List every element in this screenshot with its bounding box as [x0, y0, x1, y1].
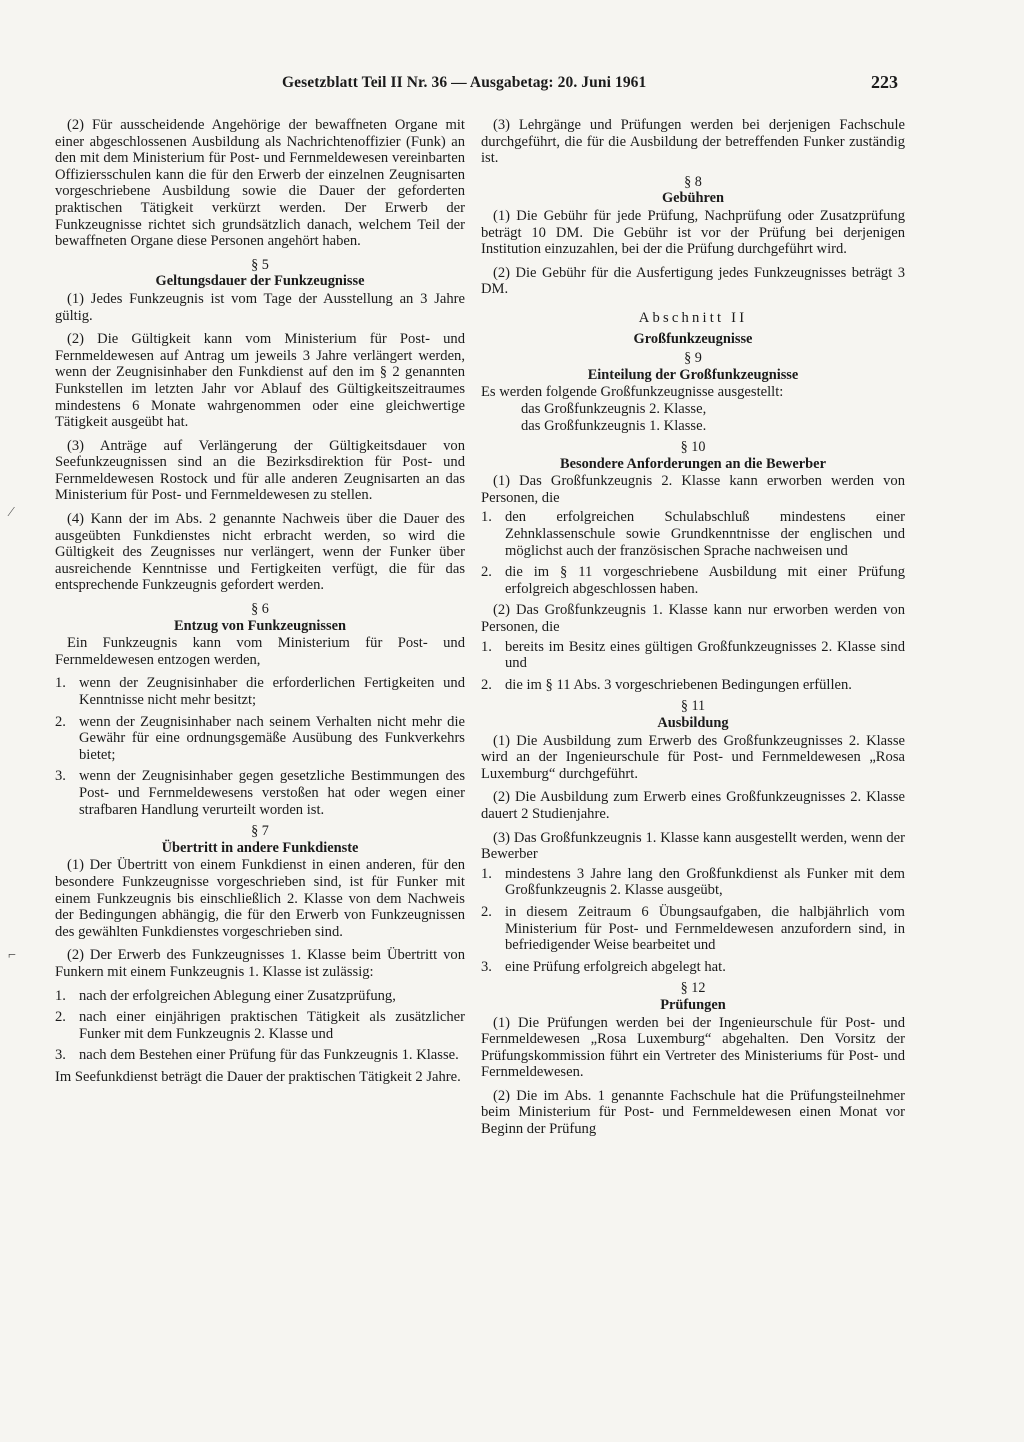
margin-mark: ⁄: [10, 505, 13, 520]
section-7-number: § 7: [251, 823, 269, 840]
list-item-number: 2.: [55, 713, 66, 730]
section-5-number: § 5: [251, 256, 269, 273]
list-item-number: 3.: [55, 768, 66, 785]
left-column: [55, 117, 465, 1092]
list-item-text: mindestens 3 Jahre lang den Großfunkdienst als Funker mit dem Großfunkzeugnis 2. Klasse ausgeübt,: [505, 865, 905, 899]
section-8-paragraph-1: (1) Die Gebühr für jede Prüfung, Nachprüfung oder Zusatzprüfung beträgt 10 DM. Die Gebühr ist vor der Prüfung bei derjenigen Institution einzuzahlen, bei der die Prüfung durchgeführt wird.: [481, 207, 905, 258]
section-7-paragraph-2: (2) Der Erwerb des Funkzeugnisses 1. Klasse beim Übertritt von Funkern mit einem Funkzeugnis 1. Klasse ist zulässig:: [55, 947, 465, 980]
section-10-number: § 10: [680, 439, 706, 456]
section-7-paragraph-3: Im Seefunkdienst beträgt die Dauer der praktischen Tätigkeit 2 Jahre.: [55, 1068, 461, 1085]
list-item-number: 2.: [55, 1009, 66, 1026]
margin-mark: ⌐: [8, 948, 16, 963]
list-item-number: 1.: [55, 675, 66, 692]
section-5-paragraph-2: (2) Die Gültigkeit kann vom Ministerium für Post- und Fernmeldewesen auf Antrag um jeweils 3 Jahre verlängert werden, wenn der Zeugnisinhaber den Funkdienst auf den im § 2 genannten Funkstellen im letzten Jahr vor Ablauf des Gültigkeitszeitraumes mindestens 6 Monate wahrgenommen oder eine gleichwertige Tätigkeit ausgeübt hat.: [55, 331, 465, 431]
section-6-intro: Ein Funkzeugnis kann vom Ministerium für Post- und Fernmeldewesen entzogen werden,: [55, 635, 465, 668]
page-header: [272, 72, 900, 96]
list-item-text: wenn der Zeugnisinhaber nach seinem Verhalten nicht mehr die Gewähr für eine ordnungsgemäße Ausübung des Funkverkehrs bietet;: [79, 713, 465, 763]
right-column: [481, 117, 905, 1145]
list-item: [55, 1047, 465, 1064]
section-8-number: § 8: [684, 173, 702, 190]
section-9-line-1: das Großfunkzeugnis 2. Klasse,: [521, 400, 707, 417]
section-10-paragraph-2: (2) Das Großfunkzeugnis 1. Klasse kann nur erworben werden von Personen, die: [481, 602, 905, 636]
paragraph-courses: (3) Lehrgänge und Prüfungen werden bei derjenigen Fachschule durchgeführt, die für die Ausbildung der betreffenden Funker zuständig ist.: [481, 117, 905, 167]
section-5-title: Geltungsdauer der Funkzeugnisse: [155, 273, 365, 290]
list-item: [55, 1009, 465, 1042]
section-9-title: Einteilung der Großfunkzeugnisse: [587, 366, 799, 383]
section-11-paragraph-1: (1) Die Ausbildung zum Erwerb des Großfunkzeugnisses 2. Klasse wird an der Ingenieurschule für Post- und Fernmeldewesen „Rosa Luxemburg“ durchgeführt.: [481, 732, 905, 782]
header-title: Gesetzblatt Teil II Nr. 36 — Ausgabetag: 20. Juni 1961: [282, 74, 647, 91]
paragraph-officers: (2) Für ausscheidende Angehörige der bewaffneten Organe mit einer abgeschlossenen Ausbildung als Nachrichtenoffizier (Funk) an den mit dem Ministerium für Post- und Fernmeldewesen vereinbarten Offiziersschulen kann die für den Erwerb der einzelnen Zeugnisarten vorgeschriebene Ausbildung sowie die Dauer der geforderten praktischen Tätigkeit verkürzt werden. Der Erwerb der Funkzeugnisse richtet sich grundsätzlich danach, welchem Teil der bewaffneten Organe diese Personen angehört haben.: [55, 117, 465, 250]
section-12-paragraph-2: (2) Die im Abs. 1 genannte Fachschule hat die Prüfungsteilnehmer beim Ministerium für Post- und Fernmeldewesen einen Monat vor Beginn der Prüfung: [481, 1087, 905, 1138]
list-item-text: eine Prüfung erfolgreich abgelegt hat.: [505, 958, 726, 975]
list-item-number: 1.: [55, 987, 66, 1004]
list-item: [481, 564, 905, 597]
list-item-text: in diesem Zeitraum 6 Übungsaufgaben, die halbjährlich vom Ministerium für Post- und Fernmeldewesen anzufordern sind, in befriedigender Weise bearbeitet und: [505, 903, 905, 954]
section-5-paragraph-4: (4) Kann der im Abs. 2 genannte Nachweis über die Dauer des ausgeübten Funkdienstes nicht erbracht werden, so wird die Gültigkeit des Zeugnisses nur verlängert, wenn der Funker über ausreichende Kenntnisse und Fertigkeiten verfügt, die für das entsprechende Funkzeugnis gefordert werden.: [55, 511, 465, 594]
section-11-paragraph-3: (3) Das Großfunkzeugnis 1. Klasse kann ausgestellt werden, wenn der Bewerber: [481, 829, 905, 863]
list-item-number: 1.: [481, 638, 492, 655]
list-item-number: 1.: [481, 509, 492, 526]
list-item-text: die im § 11 Abs. 3 vorgeschriebenen Bedingungen erfüllen.: [505, 676, 852, 693]
list-item-number: 1.: [481, 865, 492, 882]
section-8-paragraph-2: (2) Die Gebühr für die Ausfertigung jedes Funkzeugnisses beträgt 3 DM.: [481, 264, 905, 298]
list-item: [481, 866, 905, 899]
section-10-list-1: [481, 509, 905, 597]
section-5-paragraph-3: (3) Anträge auf Verlängerung der Gültigkeitsdauer von Seefunkzeugnissen sind an die Bezirksdirektion für Post- und Fernmeldewesen Rostock und für alle anderen Zeugnisarten an das Ministerium für Post- und Fernmeldewesen zu stellen.: [55, 437, 465, 504]
section-12-paragraph-1: (1) Die Prüfungen werden bei der Ingenieurschule für Post- und Fernmeldewesen „Rosa Luxemburg“ abgehalten. Den Vorsitz der Prüfungskommission führt ein Vertreter des Ministeriums für Post- und Fernmeldewesen.: [481, 1014, 905, 1081]
list-item: [481, 509, 905, 559]
list-item-text: nach einer einjährigen praktischen Tätigkeit als zusätzlicher Funker mit dem Funkzeugnis 2. Klasse und: [79, 1009, 465, 1042]
section-10-title: Besondere Anforderungen an die Bewerber: [560, 455, 826, 472]
page-number: 223: [871, 72, 898, 92]
section-7-title: Übertritt in andere Funkdienste: [161, 839, 359, 856]
list-item-text: nach dem Bestehen einer Prüfung für das Funkzeugnis 1. Klasse.: [79, 1047, 459, 1064]
chapter-title: Großfunkzeugnisse: [633, 330, 753, 347]
list-item-number: 2.: [481, 903, 492, 920]
list-item: [481, 677, 905, 694]
section-6-title: Entzug von Funkzeugnissen: [174, 617, 346, 634]
list-item: [481, 639, 905, 672]
section-9-number: § 9: [684, 350, 702, 367]
section-10-list-2: [481, 639, 905, 694]
list-item: [55, 675, 465, 708]
list-item-text: wenn der Zeugnisinhaber die erforderlichen Fertigkeiten und Kenntnisse nicht mehr besitzt;: [79, 675, 465, 708]
section-12-number: § 12: [680, 980, 706, 997]
section-7-list: [55, 988, 465, 1064]
section-11-paragraph-2: (2) Die Ausbildung zum Erwerb eines Großfunkzeugnisses 2. Klasse dauert 2 Studienjahre.: [481, 789, 905, 822]
list-item-number: 3.: [55, 1047, 66, 1064]
section-9-intro: Es werden folgende Großfunkzeugnisse ausgestellt:: [481, 384, 784, 401]
section-12-title: Prüfungen: [660, 996, 726, 1013]
list-item-text: die im § 11 vorgeschriebene Ausbildung mit einer Prüfung erfolgreich abgeschlossen haben.: [505, 564, 905, 597]
section-9-line-2: das Großfunkzeugnis 1. Klasse.: [521, 417, 707, 434]
list-item-number: 2.: [481, 564, 492, 581]
list-item: [55, 714, 465, 764]
list-item: [55, 768, 465, 818]
section-5-paragraph-1: (1) Jedes Funkzeugnis ist vom Tage der Ausstellung an 3 Jahre gültig.: [55, 290, 465, 324]
section-11-title: Ausbildung: [657, 715, 729, 731]
list-item-text: bereits im Besitz eines gültigen Großfunkzeugnisses 2. Klasse sind und: [505, 638, 905, 672]
list-item-text: wenn der Zeugnisinhaber gegen gesetzliche Bestimmungen des Post- und Fernmeldewesens verstoßen hat oder wegen einer strafbaren Handlung verurteilt worden ist.: [79, 768, 465, 818]
list-item: [481, 959, 905, 976]
section-10-paragraph-1: (1) Das Großfunkzeugnis 2. Klasse kann erworben werden von Personen, die: [481, 473, 905, 506]
chapter-heading: Abschnitt II: [638, 309, 748, 326]
section-6-number: § 6: [251, 601, 269, 618]
section-8-title: Gebühren: [661, 190, 725, 207]
list-item-number: 2.: [481, 676, 492, 693]
list-item: [481, 904, 905, 954]
section-7-paragraph-1: (1) Der Übertritt von einem Funkdienst in einen anderen, für den besondere Funkzeugnisse vorgeschrieben sind, ist für Funker mit einem Funkzeugnis bis einschließlich 2. Klasse von dem Nachweis der Bedingungen abhängig, die für den Erwerb von Funkzeugnissen des gewählten Funkdienstes vorgeschrieben sind.: [55, 857, 465, 940]
list-item-text: den erfolgreichen Schulabschluß mindestens einer Zehnklassenschule sowie Grundkenntnisse der englischen und möglichst auch der französischen Sprache nachweisen und: [505, 509, 905, 559]
section-6-list: [55, 675, 465, 818]
list-item-text: nach der erfolgreichen Ablegung einer Zusatzprüfung,: [79, 987, 396, 1004]
section-11-number: § 11: [680, 698, 706, 715]
section-11-list: [481, 866, 905, 976]
list-item-number: 3.: [481, 958, 492, 975]
list-item: [55, 988, 465, 1005]
